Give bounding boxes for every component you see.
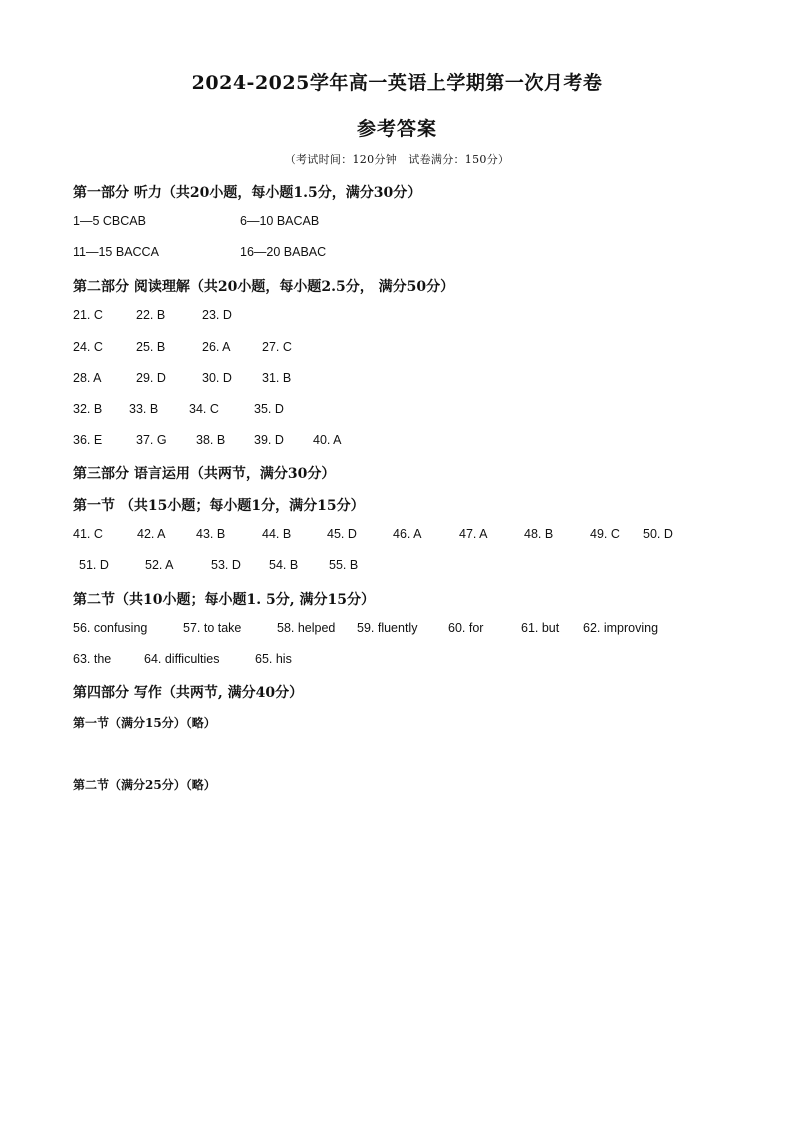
answer-item: 43. B — [196, 527, 226, 541]
answer-item: 26. A — [202, 340, 231, 354]
answer-item: 63. the — [73, 652, 112, 666]
answer-item: 57. to take — [183, 621, 242, 635]
part3-heading: 第三部分 语言运用（共两节，满分30分） — [73, 466, 336, 482]
answer-item: 60. for — [448, 621, 484, 635]
answer-item: 33. B — [129, 402, 159, 416]
answer-item: 29. D — [136, 371, 166, 385]
part3-section1-heading: 第一节 （共15小题；每小题1分，满分15分） — [73, 498, 365, 514]
answer-item: 64. difficulties — [144, 652, 220, 666]
answer-item: 27. C — [262, 340, 292, 354]
answer-item: 40. A — [313, 433, 342, 447]
answer-group: 6—10 BACAB — [240, 214, 320, 228]
answer-item: 24. C — [73, 340, 103, 354]
answer-item: 21. C — [73, 308, 103, 322]
exam-info: （考试时间：120分钟 试卷满分：150分） — [284, 153, 510, 166]
answer-item: 51. D — [79, 558, 109, 572]
document-title: 2024-2025学年高一英语上学期第一次月考卷 — [191, 72, 603, 94]
answer-item: 47. A — [459, 527, 488, 541]
answer-item: 56. confusing — [73, 621, 148, 635]
answer-item: 23. D — [202, 308, 232, 322]
answer-item: 54. B — [269, 558, 299, 572]
part1-heading: 第一部分 听力（共20小题，每小题1.5分，满分30分） — [73, 185, 422, 201]
answer-item: 42. A — [137, 527, 166, 541]
answer-item: 45. D — [327, 527, 357, 541]
answer-item: 52. A — [145, 558, 174, 572]
answer-item: 34. C — [189, 402, 219, 416]
answer-group: 16—20 BABAC — [240, 245, 327, 259]
answer-item: 46. A — [393, 527, 422, 541]
document-subtitle: 参考答案 — [356, 118, 437, 140]
answer-item: 58. helped — [277, 621, 336, 635]
answer-item: 25. B — [136, 340, 166, 354]
answer-item: 53. D — [211, 558, 241, 572]
answer-item: 49. C — [590, 527, 620, 541]
answer-item: 62. improving — [583, 621, 659, 635]
answer-item: 36. E — [73, 433, 103, 447]
answer-item: 39. D — [254, 433, 284, 447]
answer-item: 44. B — [262, 527, 292, 541]
answer-item: 61. but — [521, 621, 560, 635]
answer-item: 32. B — [73, 402, 103, 416]
answer-item: 48. B — [524, 527, 554, 541]
answer-item: 31. B — [262, 371, 292, 385]
answer-item: 55. B — [329, 558, 359, 572]
answer-item: 59. fluently — [357, 621, 418, 635]
answer-group: 11—15 BACCA — [73, 245, 159, 259]
answer-group: 1—5 CBCAB — [73, 214, 146, 228]
answer-item: 28. A — [73, 371, 102, 385]
answer-item: 37. G — [136, 433, 167, 447]
part3-section2-heading: 第二节（共10小题；每小题1. 5分, 满分15分） — [73, 592, 375, 608]
answer-item: 38. B — [196, 433, 226, 447]
part2-heading: 第二部分 阅读理解（共20小题，每小题2.5分， 满分50分） — [73, 279, 455, 295]
part4-heading: 第四部分 写作（共两节, 满分40分） — [73, 685, 304, 701]
answer-item: 22. B — [136, 308, 166, 322]
answer-item: 41. C — [73, 527, 103, 541]
answer-item: 50. D — [643, 527, 673, 541]
part4-section1: 第一节（满分15分）（略） — [73, 716, 216, 730]
part4-section2: 第二节（满分25分）（略） — [73, 778, 216, 792]
answer-item: 65. his — [255, 652, 292, 666]
answer-item: 35. D — [254, 402, 284, 416]
answer-item: 30. D — [202, 371, 232, 385]
